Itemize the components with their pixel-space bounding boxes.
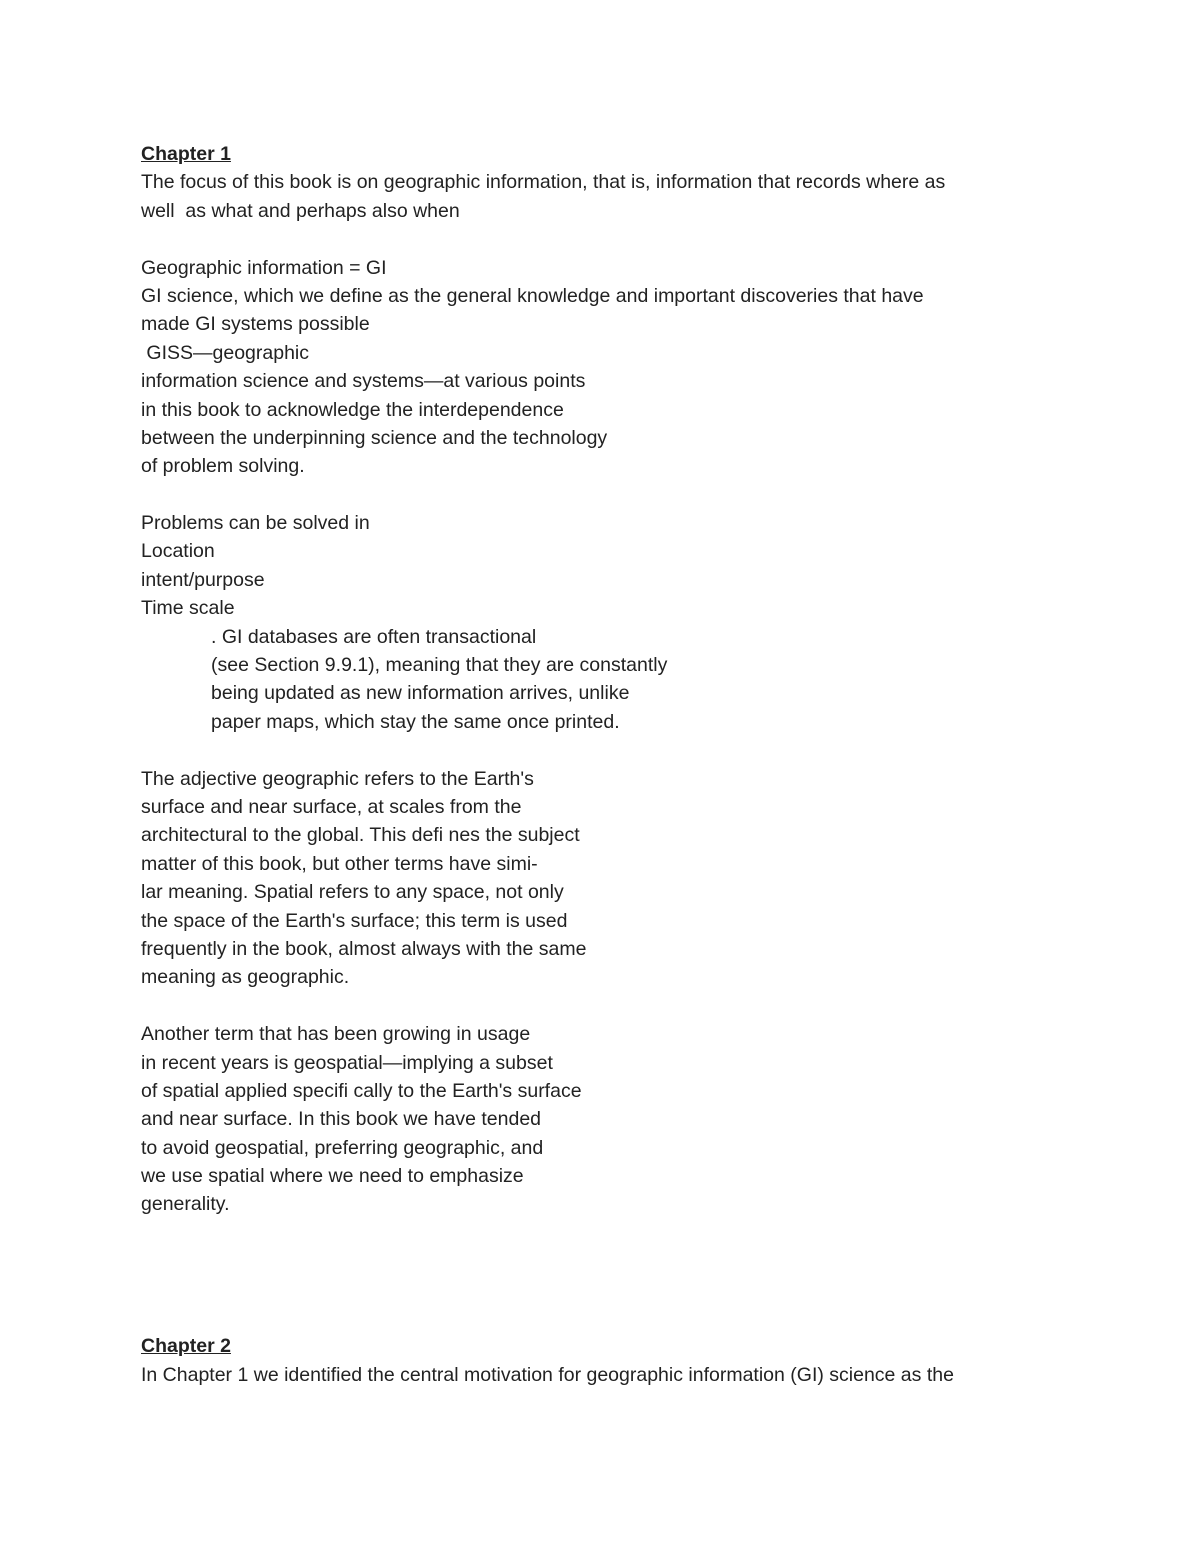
adjective-block-line: frequently in the book, almost always with the same — [141, 937, 587, 960]
blank-line — [141, 1304, 1061, 1332]
geospatial-block-line: Another term that has been growing in usage — [141, 1023, 531, 1046]
document-page — [141, 140, 1061, 1389]
gi-block-line: GISS—geographic — [141, 341, 310, 364]
chapter-2-intro-line: In Chapter 1 we identified the central motivation for geographic information (GI) science as the — [141, 1363, 954, 1386]
adjective-block-line: meaning as geographic. — [141, 966, 350, 989]
gi-block-line: Geographic information = GI — [141, 256, 387, 279]
gi-block-line: between the underpinning science and the technology — [141, 426, 608, 449]
indented-block-line: paper maps, which stay the same once printed. — [211, 710, 620, 733]
adjective-block-line: The adjective geographic refers to the Earth's — [141, 767, 534, 790]
section-gap — [141, 1219, 1061, 1304]
problems-block-line: Problems can be solved in — [141, 512, 370, 535]
geospatial-block-line: of spatial applied specifi cally to the Earth's surface — [141, 1079, 582, 1102]
gi-block-line: GI science, which we define as the general knowledge and important discoveries that have — [141, 284, 924, 307]
chapter-1-intro-line: well as what and perhaps also when — [141, 199, 460, 222]
problems-block-line: intent/purpose — [141, 568, 265, 591]
adjective-block-line: lar meaning. Spatial refers to any space, not only — [141, 881, 564, 904]
geospatial-block-line: we use spatial where we need to emphasize — [141, 1165, 524, 1188]
geospatial-block-line: generality. — [141, 1193, 230, 1216]
gi-block-line: in this book to acknowledge the interdependence — [141, 398, 564, 421]
chapter-1-intro-line: The focus of this book is on geographic information, that is, information that records where as — [141, 171, 946, 194]
indented-block-line: . GI databases are often transactional — [211, 625, 537, 648]
chapter-1-heading: Chapter 1 — [141, 143, 231, 165]
problems-block-line: Location — [141, 540, 215, 563]
blank-line — [141, 225, 1061, 253]
adjective-block-line: matter of this book, but other terms have simi- — [141, 852, 538, 875]
blank-line — [141, 992, 1061, 1020]
adjective-block-line: surface and near surface, at scales from the — [141, 795, 522, 818]
geospatial-block-line: to avoid geospatial, preferring geographic, and — [141, 1136, 544, 1159]
indented-block-line: (see Section 9.9.1), meaning that they are constantly — [211, 654, 668, 677]
geospatial-block-line: and near surface. In this book we have tended — [141, 1108, 542, 1131]
indented-block-line: being updated as new information arrives, unlike — [211, 682, 630, 705]
blank-line — [141, 481, 1061, 509]
gi-block-line: made GI systems possible — [141, 313, 370, 336]
adjective-block-line: architectural to the global. This defi nes the subject — [141, 824, 580, 847]
geospatial-block-line: in recent years is geospatial—implying a subset — [141, 1051, 553, 1074]
adjective-block-line: the space of the Earth's surface; this term is used — [141, 909, 568, 932]
chapter-2-heading: Chapter 2 — [141, 1335, 231, 1358]
gi-block-line: of problem solving. — [141, 455, 305, 478]
problems-block-line: Time scale — [141, 597, 235, 620]
gi-block-line: information science and systems—at various points — [141, 370, 586, 393]
blank-line — [141, 736, 1061, 764]
